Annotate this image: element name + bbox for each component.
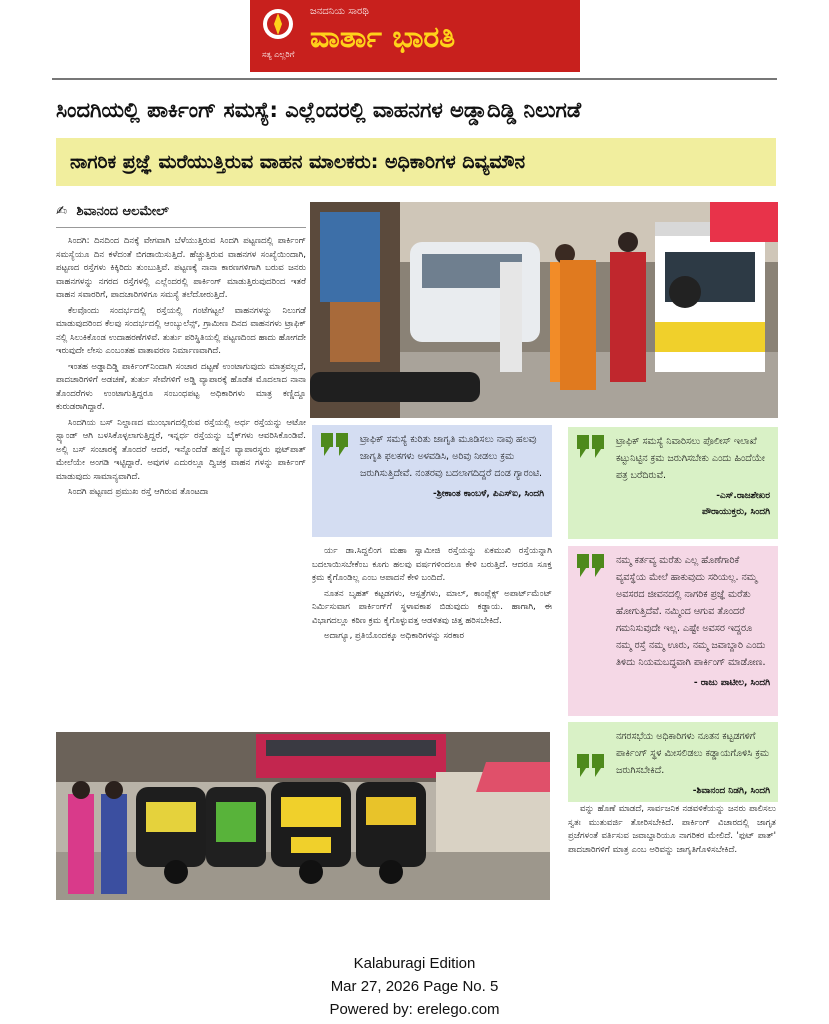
quote-mark-icon — [576, 752, 606, 780]
paragraph: ಅದಾಗ್ಯೂ, ಪ್ರತಿಯೊಂದಕ್ಕೂ ಅಧಿಕಾರಿಗಳನ್ನು ಸರಕಾರ — [324, 631, 465, 641]
article-column-1 — [56, 235, 306, 725]
quote-text: ನಮ್ಮ ಕರ್ತವ್ಯ ಮರೆತು ಎಲ್ಲ ಹೊಣೆಗಾರಿಕೆ ವ್ಯವಸ್ಥೆಯ ಮೇಲೆ ಹಾಕುವುದು ಸರಿಯಲ್ಲ. ನಮ್ಮ ಅವಸರದ ಜೀವನದಲ್ಲಿ ನಾಗರಿಕ ಪ್ರಜ್ಞೆ ಮರೆತು ಹೋಗುತ್ತಿದೆವೆ. ನಮ್ಮಿಂದ ಆಗುವ ತೊಂದರೆ ಗಮನಿಸುವುದೇ ಇಲ್ಲ. ಎಷ್ಟೇ ಅವಸರ ಇದ್ದರೂ ನಮ್ಮ ರಸ್ತೆ ನಮ್ಮ ಊರು, ನಮ್ಮ ಜವಾಬ್ದಾರಿ ಎಂದು ತಿಳಿದು ನಿಯಮಬದ್ಧವಾಗಿ ಪಾರ್ಕಿಂಗ್ ಮಾಡೋಣ. — [616, 555, 766, 668]
quote-attribution: - ರಾಜು ಪಾಟೀಲ, ಸಿಂದಗಿ — [693, 678, 770, 688]
quote-box — [568, 546, 778, 716]
edition-label: Kalaburagi Edition — [353, 955, 476, 972]
byline — [56, 200, 306, 224]
article-column-2 — [312, 545, 552, 725]
masthead — [250, 0, 580, 72]
quote-mark-icon — [576, 433, 606, 461]
quote-box — [312, 425, 552, 537]
quote-attribution-title: ಪೌರಾಯುಕ್ತರು, ಸಿಂದಗಿ — [701, 507, 770, 517]
quote-text: ಟ್ರಾಫಿಕ್ ಸಮಸ್ಯೆ ನಿವಾರಿಸಲು ಪೊಲೀಸ್ ಇಲಾಖೆ ಕಟ್ಟುನಿಟ್ಟಿನ ಕ್ರಮ ಜರುಗಿಸಬೇಕು ಎಂದು ಹಿಂದೆಯೇ ಪತ್ರ ಬರೆದಿರುವೆ. — [616, 436, 766, 481]
logo-caption: ಸತ್ಯ ಎಲ್ಲರಿಗೆ — [262, 50, 295, 59]
paragraph: ನೂತನ ಬೃಹತ್ ಕಟ್ಟಡಗಳು, ಆಸ್ಪತ್ರೆಗಳು, ಮಾಲ್, ಕಾಂಪ್ಲೆಕ್ಸ್ ಅಪಾರ್ಟ್‌ಮೆಂಟ್ ನಿರ್ಮಿಸುವಾಗ ಪಾರ್ಕಿಂಗ್‌ಗೆ ಸ್ಥಳಾವಕಾಶ ಬಿಡುವುದು ಕಡ್ಡಾಯ. ಹಾಗಾಗಿ, ಈ ವಿಭಾಗದಲ್ಲೂ ಕಠಿಣ ಕ್ರಮ ಕೈಗೊಳ್ಳುವತ್ತ ಆಡಳಿತವು ಚಿತ್ತ ಹರಿಸಬೇಕಿದೆ. — [312, 588, 552, 626]
quote-text: ಟ್ರಾಫಿಕ್ ಸಮಸ್ಯೆ ಕುರಿತು ಜಾಗೃತಿ ಮೂಡಿಸಲು ನಾವು ಹಲವು ಜಾಗೃತಿ ಫಲಕಗಳು ಅಳವಡಿಸಿ, ಅರಿವು ನೀಡಲು ಕ್ರಮ ಜರುಗಿಸುತ್ತಿದೇವೆ. ನಂತರವು ಬದಲಾಗದಿದ್ದರೆ ದಂಡ ಗ್ಯಾರಂಟಿ. — [360, 434, 543, 479]
quote-attribution: -ಎಸ್.ರಾಜಶೇಖರ — [716, 491, 770, 501]
byline-rule — [56, 227, 306, 228]
header-rule — [52, 78, 777, 80]
paragraph: ಸಿಂದಗಿ: ದಿನದಿಂದ ದಿನಕ್ಕೆ ವೇಗವಾಗಿ ಬೆಳೆಯುತ್ತಿರುವ ಸಿಂದಗಿ ಪಟ್ಟಣದಲ್ಲಿ ಪಾರ್ಕಿಂಗ್ ಸಮಸ್ಯೆಯೂ ದಿನ ಕಳೆದಂತೆ ಬಿಗಡಾಯಿಸುತ್ತಿದೆ. ಹೆಚ್ಚುತ್ತಿರುವ ವಾಹನಗಳ ಸಂಖ್ಯೆಯಿಂದಾಗಿ, ಪಟ್ಟಣದ ರಸ್ತೆಗಳು ಕಿಕ್ಕಿರಿದು ತುಂಬುತ್ತಿವೆ. ಪಟ್ಟಣಕ್ಕೆ ನಾನಾ ಕಾರಣಗಳಿಗಾಗಿ ಬರುವ ಜನರು ವಾಹನಗಳನ್ನು ನಗರದ ರಸ್ತೆಗಳಲ್ಲಿ ಎಲ್ಲೆಂದರಲ್ಲಿ ಪಾರ್ಕಿಂಗ್ ಮಾಡುತ್ತಿರುವುದರಿಂದ ಇತರೆ ವಾಹನ ಸವಾರರಿಗೆ, ಪಾದಚಾರಿಗಳಿಗೂ ಸಮಸ್ಯೆ ತಲೆದೋರುತ್ತಿದೆ. — [56, 236, 306, 300]
paragraph: ಇಂತಹ ಅಡ್ಡಾದಿಡ್ಡಿ ಪಾರ್ಕಿಂಗ್‌ನಿಂದಾಗಿ ಸಂಚಾರ ದಟ್ಟಣೆ ಉಂಟಾಗುವುದು ಮಾತ್ರವಲ್ಲದೆ, ಪಾದಚಾರಿಗಳಿಗೆ ಅಡಚಣೆ, ತುರ್ತು ಸೇವೆಗಳಿಗೆ ಅಡ್ಡಿ ವ್ಯಾಪಾರಕ್ಕೆ ಹೊಡೆತ ಮೊದಲಾದ ನಾನಾ ತೊಂದರೆಗಳು ಉಂಟಾಗುತ್ತಿದ್ದರೂ ಸಂಬಂಧಪಟ್ಟ ಅಧಿಕಾರಿಗಳು ಮಾತ್ರ ಕಣ್ಣಿದ್ದೂ ಕುರುಡರಾಗಿದ್ದಾರೆ. — [56, 361, 306, 412]
paragraph: ರ್ಯ ಡಾ.ಸಿದ್ದಲಿಂಗ ಮಹಾ ಸ್ವಾಮೀಜಿ ರಸ್ತೆಯನ್ನು ಏಕಮುಖಿ ರಸ್ತೆಯನ್ನಾಗಿ ಬದಲಾಯಿಸಬೇಕೆಂಬ ಕೂಗು ಹಲವು ವರ್ಷಗಳಿಂದಲೂ ಕೇಳಿ ಬರುತ್ತಿದೆ. ಆದರೂ ಸೂಕ್ತ ಕ್ರಮ ಕೈಗೊಂಡಿಲ್ಲ ಎಂಬ ಆಪಾದನೆ ಕೇಳಿ ಬಂದಿದೆ. — [312, 546, 552, 583]
quote-box — [568, 722, 778, 802]
quote-text: ನಗರಸಭೆಯ ಅಧಿಕಾರಿಗಳು ನೂತನ ಕಟ್ಟಡಗಳಿಗೆ ಪಾರ್ಕಿಂಗ್ ಸ್ಥಳ ಮೀಸಲಿಡಲು ಕಡ್ಡಾಯಗೊಳಿಸಿ ಕ್ರಮ ಜರುಗಿಸಬೇಕಿದೆ. — [616, 731, 770, 776]
powered-by-link[interactable]: Powered by: erelego.com — [329, 1001, 500, 1018]
author-name: ಶಿವಾನಂದ ಆಲಮೇಲ್ — [76, 204, 169, 219]
quote-mark-icon — [320, 431, 350, 459]
article-column-3 — [568, 803, 776, 908]
paragraph: ಸಿಂದಗಿಯ ಬಸ್ ನಿಲ್ದಾಣದ ಮುಂಭಾಗದಲ್ಲಿರುವ ರಸ್ತೆಯಲ್ಲಿ ಅರ್ಧ ರಸ್ತೆಯನ್ನು ಆಟೋ ಸ್ಟ್ಯಾಂಡ್ ಆಗಿ ಬಳಸಿಕೊಳ್ಳಲಾಗುತ್ತಿದ್ದರೆ, ಇನ್ನರ್ಧ ರಸ್ತೆಯನ್ನು ಬೈಕ್‌ಗಳು ಆವರಿಸಿಕೊಂಡಿವೆ. ಅಲ್ಲಿ ಬಸ್ ಸಂಚಾರಕ್ಕೆ ತೊಂದರೆ ಆದರೆ, ಇನ್ನೊಂದೆಡೆ ಹಣ್ಣಿನ ವ್ಯಾಪಾರಸ್ಥರು ಫುಟ್‌ಪಾತ್ ಮೇಲೆಯೇ ಅಂಗಡಿ ಇಟ್ಟಿದ್ದಾರೆ. ಅವುಗಳ ಎದುರಲ್ಲೂ ದ್ವಿಚಕ್ರ ವಾಹನ ಗಳನ್ನು ಪಾರ್ಕಿಂಗ್ ಮಾಡುವುದು ಸಾಮಾನ್ಯವಾಗಿದೆ. — [56, 417, 306, 482]
auto-rickshaw-photo — [56, 732, 550, 900]
paragraph: ಸಿಂದಗಿ ಪಟ್ಟಣದ ಪ್ರಮುಖ ರಸ್ತೆ ಆಗಿರುವ ತೊಂಟದಾ — [68, 487, 209, 497]
pen-icon: ✍ — [56, 204, 67, 219]
paragraph: ವನ್ನು ಹೊಣೆ ಮಾಡದೆ, ಸಾರ್ವಜನಿಕ ನಡವಳಿಕೆಯನ್ನು ಜನರು ಪಾಲಿಸಲು ಸ್ವತಃ ಮುತುವರ್ಜಿ ತೋರಿಸಬೇಕಿದೆ. ಪಾರ್ಕಿಂಗ್ ವಿಚಾರದಲ್ಲಿ ಜಾಗೃತ ಪ್ರಜೆಗಳಂತೆ ವರ್ತಿಸುವ ಜವಾಬ್ದಾರಿಯೂ ನಾಗರಿಕರ ಮೇಲಿದೆ. 'ಫುಟ್ ಪಾತ್' ಪಾದಚಾರಿಗಳಿಗೆ ಮಾತ್ರ ಎಂಬ ಅರಿವನ್ನು ಜಾಗೃತಿಗೊಳಿಸಬೇಕಿದೆ. — [568, 804, 776, 855]
masthead-tagline: ಜನದನಿಯ ಸಾರಥಿ — [310, 6, 369, 17]
quote-attribution: -ಶಿವಾನಂದ ನಿಡಗಿ, ಸಿಂದಗಿ — [692, 786, 770, 796]
newspaper-name: ವಾರ್ತಾ ಭಾರತಿ — [310, 20, 456, 55]
market-street-photo — [310, 202, 778, 418]
paragraph: ಕೆಲವೊಂದು ಸಂದರ್ಭದಲ್ಲಿ ರಸ್ತೆಯಲ್ಲಿ ಗಂಟೆಗಟ್ಟಲೆ ವಾಹನಗಳನ್ನು ನಿಲುಗಡೆ ಮಾಡುವುದರಿಂದ ಕೆಲವು ಸಂದರ್ಭದಲ್ಲಿ ಆಂಬ್ಯುಲೆನ್ಸ್, ಗ್ರಾಮೀಣ ದಿನದ ವಾಹನಗಳು ಟ್ರಾಫಿಕ್ ನಲ್ಲಿ ಸಿಲುಕಿಕೊಂಡ ಉದಾಹರಣೆಗಳಿವೆ. ತುರ್ತು ಪರಿಸ್ಥಿತಿಯಲ್ಲಿ ಪಟ್ಟಣದಿಂದ ಹಾದು ಹೋಗದೇ ಇರುವುದೇ ಲೇಸು ಎಂಬಂತಹ ವಾತಾವರಣ ನಿರ್ಮಾಣವಾಗಿದೆ. — [56, 305, 306, 356]
article-headline: ಸಿಂದಗಿಯಲ್ಲಿ ಪಾರ್ಕಿಂಗ್ ಸಮಸ್ಯೆ: ಎಲ್ಲೆಂದರಲ್ಲಿ ವಾಹನಗಳ ಅಡ್ಡಾದಿಡ್ಡಿ ನಿಲುಗಡೆ — [56, 98, 582, 122]
article-subheadline: ನಾಗರಿಕ ಪ್ರಜ್ಞೆ ಮರೆಯುತ್ತಿರುವ ವಾಹನ ಮಾಲಕರು: ಅಧಿಕಾರಿಗಳ ದಿವ್ಯಮೌನ — [56, 138, 776, 186]
quote-box — [568, 427, 778, 539]
newspaper-logo-icon — [260, 6, 300, 50]
quote-mark-icon — [576, 552, 606, 580]
page-footer — [0, 952, 829, 1021]
date-page-label: Mar 27, 2026 Page No. 5 — [330, 978, 499, 995]
quote-attribution: -ಶ್ರೀಕಾಂತ ಕಾಂಬಳೆ, ಪಿಎಸ್‌ಐ, ಸಿಂದಗಿ — [433, 489, 544, 499]
